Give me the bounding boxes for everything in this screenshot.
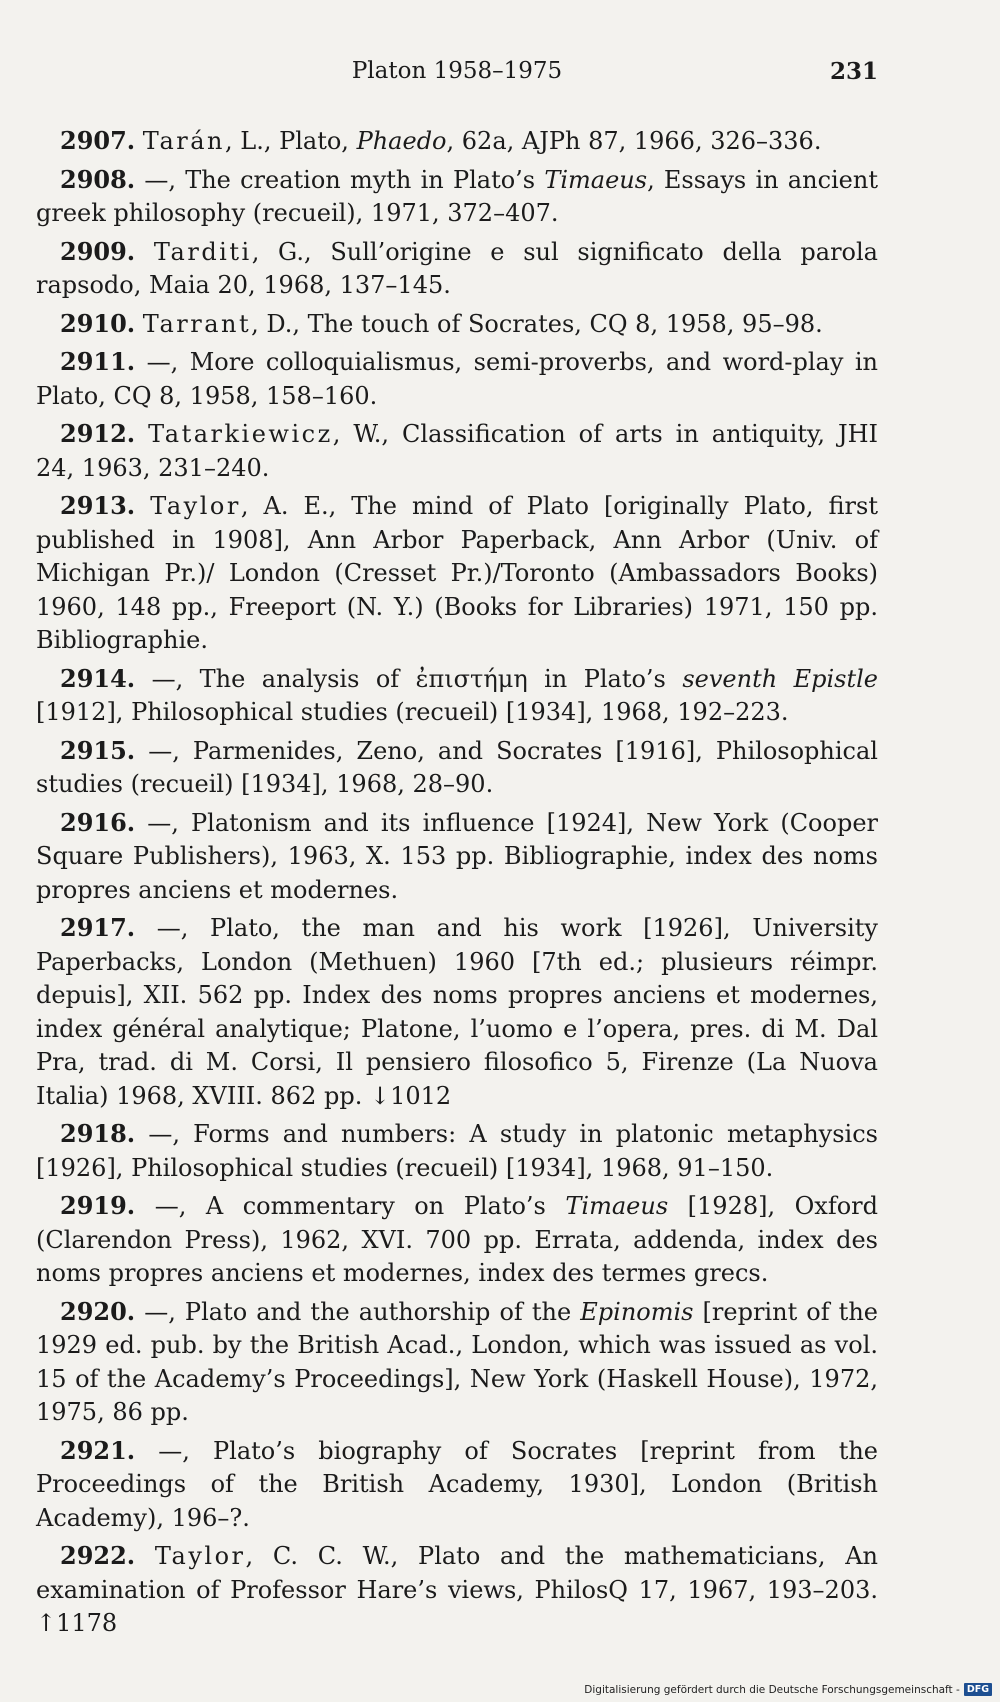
- dfg-logo: DFG: [964, 1683, 992, 1696]
- entry-author: Taylor: [154, 1542, 246, 1570]
- entry-text: —, Plato, the man and his work [1926], University Paperbacks, London (Methuen) 1960 [7th ed.; plusieurs réimpr. depuis], XII. 562 pp. Index des noms propres anciens et modernes, index général analytique; Platone, l’uomo e l’opera, pres. di M. Dal Pra, trad. di M. Corsi, Il pensiero filosofico 5, Firenze (La Nuova Italia) 1968, XVIII. 862 pp.: [36, 914, 878, 1110]
- entry-text: [1928], Oxford (Clarendon Press), 1962, XVI. 700 pp. Errata, addenda, index des noms propres anciens et modernes, index des termes grecs.: [36, 1192, 878, 1287]
- entry-number: 2913.: [60, 491, 136, 520]
- entry-number: 2920.: [60, 1296, 136, 1326]
- bibliography-entry: [36, 1117, 878, 1185]
- page: [36, 54, 878, 1645]
- entry-text: [1912], Philosophical studies (recueil) [1934], 1968, 192–223.: [36, 698, 789, 726]
- bibliography-entry: [36, 417, 878, 485]
- entry-italic-title: Timaeus: [565, 1192, 669, 1220]
- entry-text: , D., The touch of Socrates, CQ 8, 1958, 95–98.: [251, 309, 823, 338]
- entry-number: 2917.: [60, 913, 136, 942]
- entry-text: —, Forms and numbers: A study in platonic metaphysics [1926], Philosophical studies (recueil) [1934], 1968, 91–150.: [36, 1120, 878, 1182]
- entry-number: 2918.: [60, 1119, 136, 1148]
- entry-author: Taylor: [150, 492, 241, 520]
- bibliography-entry: [36, 1539, 878, 1641]
- entry-italic-title: Phaedo: [356, 127, 447, 155]
- entry-text: , A. E., The mind of Plato [originally Plato, first published in 1908], Ann Arbor Paperback, Ann Arbor (Univ. of Michigan Pr.)/ London (Cresset Pr.)/Toronto (Ambassadors Books) 1960, 148 pp., Freeport (N. Y.) (Books for Libraries) 1971, 150 pp. Bibliographie.: [36, 492, 878, 654]
- entry-text: —, The creation myth in Plato’s: [144, 165, 545, 194]
- entry-author: Tatarkiewicz: [148, 420, 333, 448]
- entry-number: 2908.: [60, 164, 136, 194]
- entry-number: 2907.: [60, 126, 136, 155]
- bibliography-entry: [36, 235, 878, 303]
- footer-credit: [584, 1683, 992, 1696]
- bibliography-entry: [36, 489, 878, 658]
- entry-text: —, Parmenides, Zeno, and Socrates [1916], Philosophical studies (recueil) [1934], 1968, 28–90.: [36, 736, 878, 798]
- running-title: Platon 1958–1975: [351, 58, 563, 84]
- entry-number: 2914.: [60, 663, 136, 693]
- entry-text: , C. C. W., Plato and the mathematicians, An examination of Professor Hare’s views, PhilosQ 17, 1967, 193–203.: [36, 1542, 878, 1604]
- bibliography-list: [36, 124, 878, 1641]
- entry-text: —, Plato’s biography of Socrates [reprint from the Proceedings of the British Academy, 1930], London (British Academy), 196–?.: [36, 1436, 879, 1532]
- entry-text: , G., Sull’origine e sul significato della parola rapsodo, Maia 20, 1968, 137–145.: [36, 237, 878, 299]
- footer-text: Digitalisierung gefördert durch die Deutsche Forschungsgemeinschaft -: [584, 1683, 960, 1696]
- bibliography-entry: [36, 734, 878, 802]
- bibliography-entry: [36, 124, 878, 159]
- entry-italic-title: Epinomis: [580, 1297, 694, 1326]
- entry-number: 2915.: [60, 735, 136, 765]
- bibliography-entry: [36, 806, 878, 908]
- entry-text: [reprint of the 1929 ed. pub. by the British Acad., London, which was issued as vol. 15 of the Academy’s Proceedings], New York (Haskell House), 1972, 1975, 86 pp.: [36, 1297, 878, 1426]
- entry-number: 2919.: [60, 1191, 136, 1220]
- entry-number: 2909.: [60, 236, 136, 266]
- entry-text: —, The analysis of ἐπιστήμη in Plato’s: [151, 664, 683, 693]
- entry-number: 2910.: [60, 308, 136, 338]
- entry-number: 2921.: [60, 1435, 136, 1465]
- entry-author: Tarán: [142, 127, 225, 155]
- entry-text: , 62a, AJPh 87, 1966, 326–336.: [446, 127, 822, 155]
- entry-text: , L., Plato,: [225, 127, 357, 155]
- entry-italic-title: seventh Epistle: [682, 664, 879, 693]
- bibliography-entry: [36, 1189, 878, 1291]
- entry-text: —, Plato and the authorship of the: [144, 1297, 581, 1326]
- entry-number: 2922.: [60, 1541, 136, 1570]
- entry-author: Tarrant: [142, 309, 252, 338]
- bibliography-entry: [36, 1295, 878, 1430]
- bibliography-entry: [36, 1434, 878, 1536]
- bibliography-entry: [36, 911, 878, 1113]
- cross-reference: ↓1012: [369, 1081, 452, 1110]
- entry-number: 2911.: [60, 347, 136, 376]
- entry-text: , W., Classification of arts in antiquity, JHI 24, 1963, 231–240.: [36, 420, 878, 482]
- entry-italic-title: Timaeus: [544, 165, 648, 194]
- cross-reference: ↑1178: [36, 1609, 118, 1637]
- running-header: [36, 54, 878, 94]
- entry-number: 2916.: [60, 807, 136, 837]
- bibliography-entry: [36, 307, 878, 342]
- entry-text: —, A commentary on Plato’s: [154, 1192, 566, 1220]
- entry-text: —, Platonism and its influence [1924], New York (Cooper Square Publishers), 1963, X. 153 pp. Bibliographie, index des noms propres anciens et modernes.: [36, 808, 878, 904]
- entry-number: 2912.: [60, 419, 136, 448]
- entry-text: —, More colloquialismus, semi-proverbs, and word-play in Plato, CQ 8, 1958, 158–160.: [36, 348, 879, 410]
- bibliography-entry: [36, 163, 878, 231]
- entry-text: , Essays in ancient greek philosophy (recueil), 1971, 372–407.: [36, 165, 878, 227]
- page-number: 231: [829, 58, 878, 85]
- bibliography-entry: [36, 345, 878, 413]
- entry-author: Tarditi: [153, 237, 252, 266]
- bibliography-entry: [36, 662, 878, 730]
